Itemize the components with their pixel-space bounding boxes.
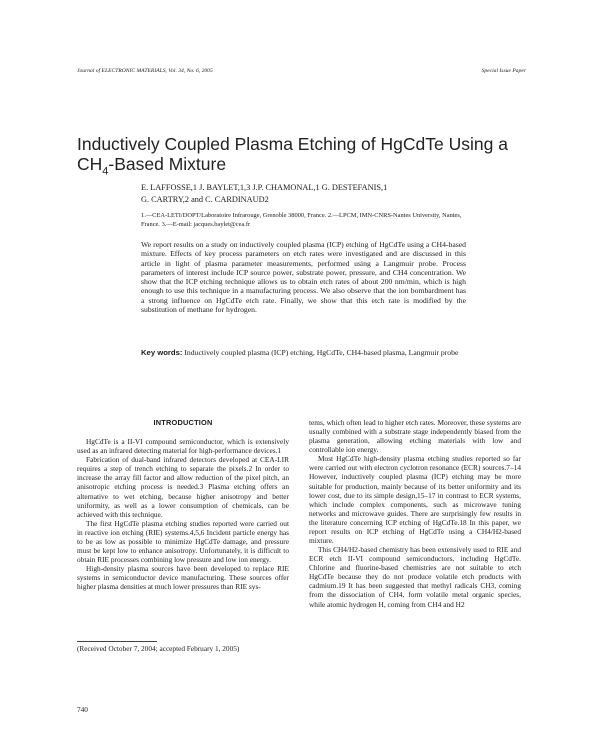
title-line1: Inductively Coupled Plasma Etching of HgCdTe Using a	[77, 134, 508, 154]
right-paragraph-2: Most HgCdTe high-density plasma etching studies reported so far were carried out with electron cyclotron resonance (ECR) sources.7–14 However, inductively coupled plasma (ICP) etching may be more suitable for production, mainly because of its better uniformity and its lower cost, due to its simple design,15–17 in contrast to ECR systems, which include complex components, such as microwave tuning networks and microwave guides. There are surprisingly few results in the literature concerning ICP etching of HgCdTe.18 In this paper, we report results on ICP etching of HgCdTe using a CH4/H2-based mixture.	[309, 454, 521, 546]
right-paragraph-3: This CH4/H2-based chemistry has been extensively used to RIE and ECR etch II-VI compound semiconductors, including HgCdTe. Chlorine and fluorine-based chemistries are not suitable to etch HgCdTe because they do not produce volatile etch products with cadmium.19 It has been suggested that methyl radicals CH3, coming from the dissociation of CH4, form volatile metal organic species, while atomic hydrogen H, coming from CH4 and H2	[309, 545, 521, 609]
left-paragraph-2: Fabrication of dual-band infrared detectors developed at CEA-LIR requires a step of trench etching to separate the pixels.2 In order to increase the array fill factor and allow reduction of the pixel pitch, an anisotropic etching process is needed.3 Plasma etching offers an alternative to wet etching, because higher anisotropy and better uniformity, as well as a lower consumption of chemicals, can be achieved with this technique.	[77, 455, 289, 519]
author-list	[141, 182, 461, 206]
authors-line1: E. LAFFOSSE,1 J. BAYLET,1,3 J.P. CHAMONAL,1 G. DESTEFANIS,1	[141, 183, 388, 192]
right-column	[309, 418, 521, 609]
abstract: We report results on a study on inductively coupled plasma (ICP) etching of HgCdTe using a CH4-based mixture. Effects of key process parameters on etch rates were investigated and are discussed in this article in light of plasma parameter measurements, performed using a Langmuir probe. Process parameters of interest include ICP source power, substrate power, pressure, and CH4 concentration. We show that the ICP etching technique allows us to obtain etch rates of about 200 nm/min, which is high enough to use this technique in a manufacturing process. We also observe that the ion bombardment has a strong influence on HgCdTe etch rate. Finally, we show that this etch rate is modified by the substitution of methane for hydrogen.	[141, 240, 466, 315]
title-line2-sub: 4	[102, 165, 109, 178]
keywords-label: Key words:	[141, 348, 183, 357]
keywords	[141, 348, 466, 358]
journal-header: Journal of ELECTRONIC MATERIALS, Vol. 34, No. 6, 2005	[77, 68, 213, 74]
authors-line2: G. CARTRY,2 and C. CARDINAUD2	[141, 195, 269, 204]
left-paragraph-4: High-density plasma sources have been developed to replace RIE systems in semiconductor device manufacturing. These sources offer higher plasma densities at much lower pressures than RIE sys-	[77, 564, 289, 592]
special-issue-label: Special Issue Paper	[481, 68, 526, 74]
title-line2-b: -Based Mixture	[108, 154, 227, 174]
title-line2-a: CH	[77, 154, 103, 174]
keywords-text: Inductively coupled plasma (ICP) etching, HgCdTe, CH4-based plasma, Langmuir probe	[184, 348, 459, 357]
page-number: 740	[77, 705, 88, 714]
received-date: (Received October 7, 2004; accepted February 1, 2005)	[77, 644, 240, 653]
footnote-divider	[77, 641, 157, 642]
affiliations: 1.—CEA-LETI/DOPT/Laboratoire Infrarouge, Grenoble 38000, France. 2.—LPCM, IMN-CNRS-Nantes University, Nantes, France. 3.—E-mail: jacques.baylet@cea.fr	[141, 212, 462, 228]
right-paragraph-1: tems, which often lead to higher etch rates. Moreover, these systems are usually combined with a substrate stage independently biased from the plasma generation, allowing etching materials with low and controllable ion energy.	[309, 418, 521, 455]
left-paragraph-1: HgCdTe is a II-VI compound semiconductor, which is extensively used as an infrared detecting material for high-performance devices.1	[77, 437, 289, 456]
section-heading-introduction: INTRODUCTION	[153, 418, 213, 427]
left-paragraph-3: The first HgCdTe plasma etching studies reported were carried out in reactive ion etching (RIE) systems.4,5,6 Incident particle energy has to be as low as possible to minimize HgCdTe damage, and pressure must be kept low to enhance anisotropy. Unfortunately, it is difficult to obtain RIE processes combining low pressure and low ion energy.	[77, 518, 289, 565]
left-column	[77, 418, 289, 591]
paper-title	[77, 134, 517, 178]
